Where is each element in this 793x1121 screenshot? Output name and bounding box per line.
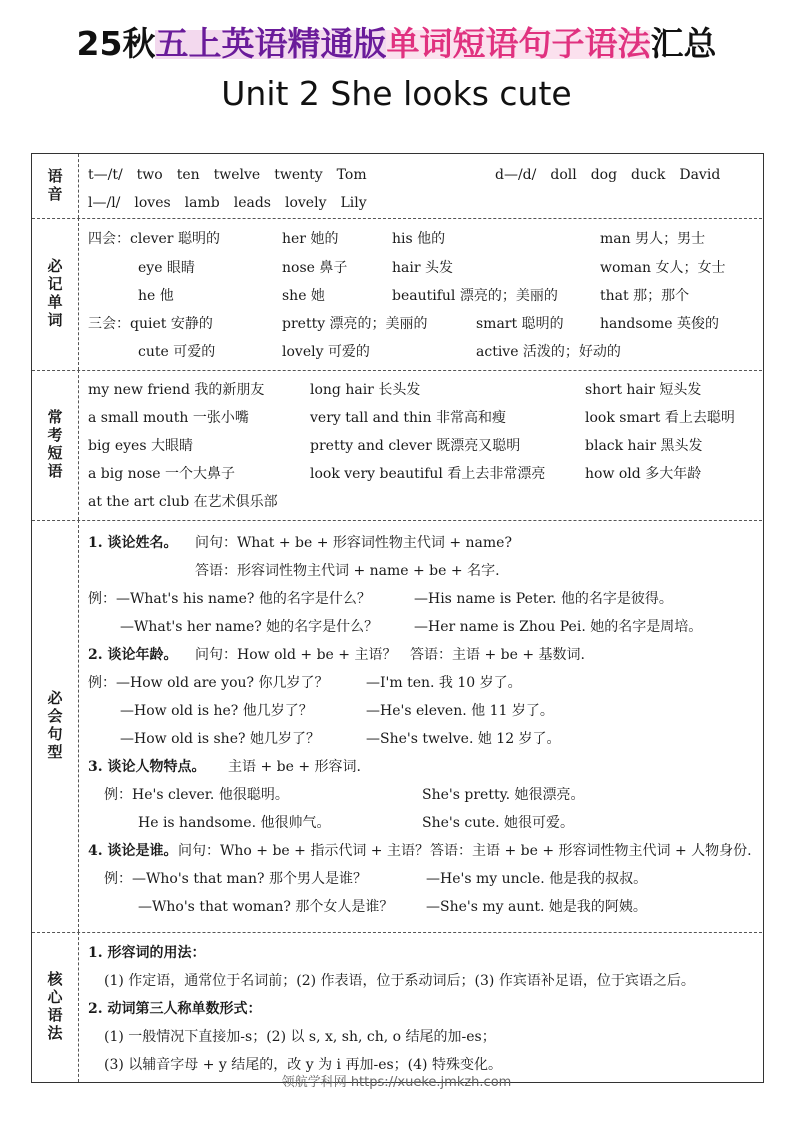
phrase-cell: short hair 短头发 <box>585 382 702 398</box>
sentence-example: —What's her name? 她的名字是什么？ <box>120 619 379 635</box>
phonics-section <box>32 154 762 219</box>
phrase-cell: my new friend 我的新朋友 <box>88 382 265 398</box>
unit-subtitle: Unit 2 She looks cute <box>221 74 572 113</box>
sentence-heading: 2. 谈论年龄。 <box>88 647 178 663</box>
title-part-1: 25秋 <box>76 24 156 63</box>
word-cell: eye 眼睛 <box>138 260 195 276</box>
summary-table <box>31 153 764 1083</box>
word-cell: nose 鼻子 <box>282 260 348 276</box>
grammar-line: (1) 作定语，通常位于名词前；(2) 作表语，位于系动词后；(3) 作宾语补足语，位于宾语之后。 <box>104 973 695 989</box>
section-label: 必会句型 <box>32 520 79 932</box>
sentence-pattern: 答语：形容词性物主代词 + name + be + 名字. <box>195 563 500 579</box>
word-cell: pretty 漂亮的；美丽的 <box>282 316 428 332</box>
sentence-heading: 1. 谈论姓名。 <box>88 535 178 551</box>
section-label: 必记单词 <box>32 218 79 370</box>
sentence-pattern: 答语：主语 + be + 形容词性物主代词 + 人物身份. <box>430 843 752 859</box>
sentences-section <box>32 520 762 933</box>
word-cell: 四会：clever 聪明的 <box>88 231 220 247</box>
sentence-example: —He's my uncle. 他是我的叔叔。 <box>426 871 648 887</box>
sentence-example: —She's twelve. 她 12 岁了。 <box>366 731 561 747</box>
sentence-example: —How old is he? 他几岁了？ <box>120 703 313 719</box>
phrase-cell: big eyes 大眼睛 <box>88 438 193 454</box>
sentence-example: —He's eleven. 他 11 岁了。 <box>366 703 554 719</box>
words-section <box>32 218 762 371</box>
phrase-cell: look smart 看上去聪明 <box>585 410 735 426</box>
sentence-example: She's pretty. 她很漂亮。 <box>422 787 585 803</box>
word-cell: that 那；那个 <box>600 288 690 304</box>
word-cell: man 男人；男士 <box>600 231 706 247</box>
sentence-pattern: 问句：How old + be + 主语？ <box>195 647 397 663</box>
sentence-example: She's cute. 她很可爱。 <box>422 815 575 831</box>
sentence-example: —Her name is Zhou Pei. 她的名字是周培。 <box>414 619 703 635</box>
word-cell: smart 聪明的 <box>476 316 564 332</box>
sentence-pattern: 主语 + be + 形容词. <box>228 759 361 775</box>
phrase-cell: a small mouth 一张小嘴 <box>88 410 249 426</box>
word-cell: active 活泼的；好动的 <box>476 344 621 360</box>
sentence-example: —I'm ten. 我 10 岁了。 <box>366 675 522 691</box>
title-part-4: 汇总 <box>650 24 717 63</box>
phonics-line-t: t—/t/ two ten twelve twenty Tom <box>88 167 367 183</box>
sentence-example: —She's my aunt. 她是我的阿姨。 <box>426 899 647 915</box>
phrases-section <box>32 370 762 521</box>
title-part-3: 单词短语句子语法 <box>386 24 651 63</box>
sentence-example: —Who's that woman? 那个女人是谁？ <box>138 899 394 915</box>
sentence-heading: 3. 谈论人物特点。 <box>88 759 206 775</box>
word-cell: her 她的 <box>282 231 339 247</box>
section-label: 语音 <box>32 154 79 218</box>
word-cell: he 他 <box>138 288 174 304</box>
page-title <box>0 18 793 65</box>
word-cell: 三会：quiet 安静的 <box>88 316 213 332</box>
grammar-heading: 2. 动词第三人称单数形式： <box>88 1001 262 1017</box>
phonics-line-l: l—/l/ loves lamb leads lovely Lily <box>88 195 367 211</box>
sentence-example: —His name is Peter. 他的名字是彼得。 <box>414 591 673 607</box>
sentence-example: —How old is she? 她几岁了？ <box>120 731 320 747</box>
sentence-example: 例：—What's his name? 他的名字是什么？ <box>88 591 371 607</box>
phrase-cell: very tall and thin 非常高和瘦 <box>310 410 506 426</box>
sentence-heading: 4. 谈论是谁。 <box>88 843 178 859</box>
sentence-pattern: 问句：What + be + 形容词性物主代词 + name? <box>195 535 512 551</box>
phrase-cell: look very beautiful 看上去非常漂亮 <box>310 466 546 482</box>
word-cell: cute 可爱的 <box>138 344 216 360</box>
word-cell: hair 头发 <box>392 260 453 276</box>
word-cell: she 她 <box>282 288 325 304</box>
word-cell: his 他的 <box>392 231 446 247</box>
section-label: 常考短语 <box>32 370 79 520</box>
phonics-line-d: d—/d/ doll dog duck David <box>495 167 721 183</box>
title-part-2: 五上英语精通版 <box>155 24 387 63</box>
sentence-pattern: 问句：Who + be + 指示代词 + 主语？ <box>178 843 429 859</box>
phrase-cell: at the art club 在艺术俱乐部 <box>88 494 278 510</box>
phrase-cell: black hair 黑头发 <box>585 438 703 454</box>
word-cell: woman 女人；女士 <box>600 260 726 276</box>
grammar-line: (3) 以辅音字母 + y 结尾的，改 y 为 i 再加-es；(4) 特殊变化。 <box>104 1057 502 1073</box>
section-label: 核心语法 <box>32 932 79 1082</box>
phrase-cell: how old 多大年龄 <box>585 466 702 482</box>
grammar-heading: 1. 形容词的用法： <box>88 945 206 961</box>
grammar-line: (1) 一般情况下直接加-s；(2) 以 s, x, sh, ch, o 结尾的加-es； <box>104 1029 496 1045</box>
watermark: 领航学科网 https://xueke.jmkzh.com <box>281 1075 512 1090</box>
phrase-cell: long hair 长头发 <box>310 382 421 398</box>
sentence-example: He is handsome. 他很帅气。 <box>138 815 331 831</box>
sentence-example: 例：—Who's that man? 那个男人是谁？ <box>104 871 367 887</box>
word-cell: handsome 英俊的 <box>600 316 719 332</box>
phrase-cell: pretty and clever 既漂亮又聪明 <box>310 438 521 454</box>
sentence-example: 例：—How old are you? 你几岁了？ <box>88 675 329 691</box>
phrase-cell: a big nose 一个大鼻子 <box>88 466 236 482</box>
sentence-pattern: 答语：主语 + be + 基数词. <box>410 647 585 663</box>
grammar-section <box>32 932 762 1082</box>
word-cell: lovely 可爱的 <box>282 344 370 360</box>
sentence-example: 例：He's clever. 他很聪明。 <box>104 787 289 803</box>
word-cell: beautiful 漂亮的；美丽的 <box>392 288 558 304</box>
